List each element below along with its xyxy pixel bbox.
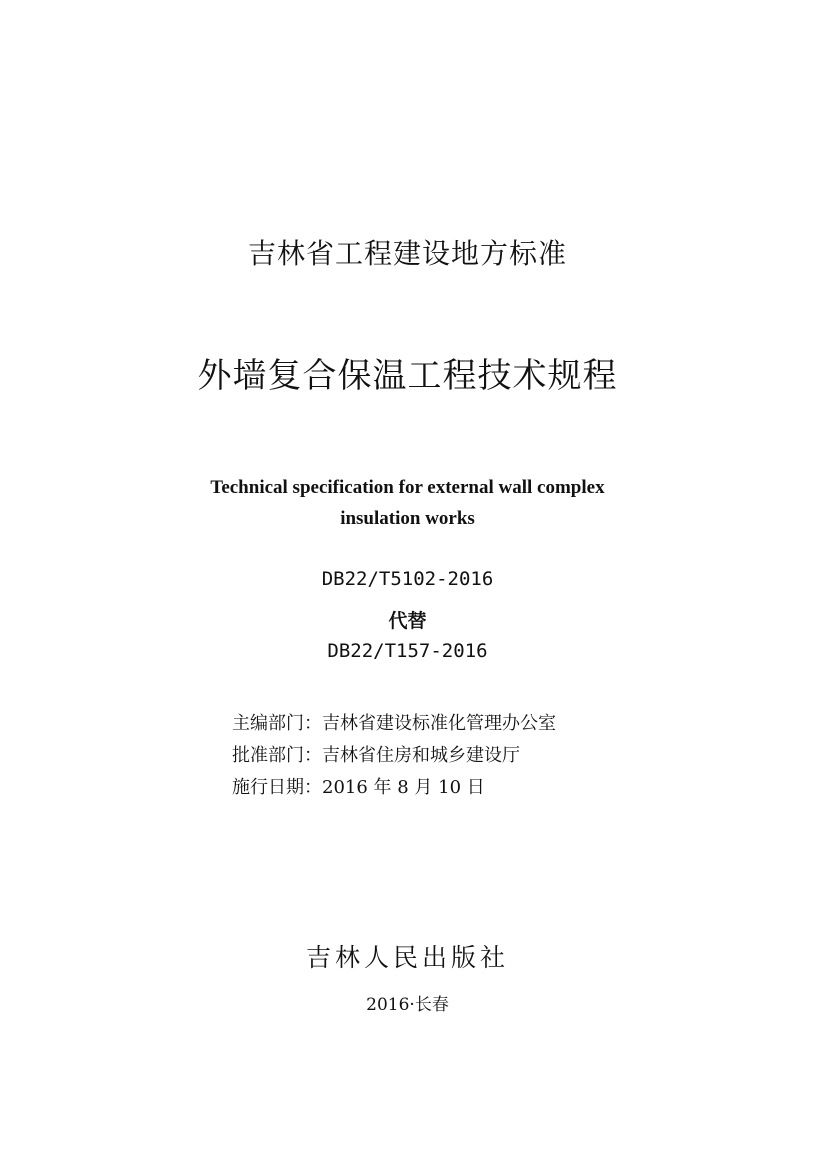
publication-info [232,708,556,804]
info-value: 吉林省住房和城乡建设厅 [322,745,520,766]
info-label: 主编部门： [232,713,322,734]
english-title-line-2: insulation works [340,508,475,529]
info-value: 2016 年 8 月 10 日 [322,777,485,798]
english-title-line-1: Technical specification for external wall complex [210,477,605,498]
english-title [0,472,815,534]
standard-code: DB22/T5102-2016 [321,568,494,590]
replaces-label: 代替 [388,610,427,632]
info-label: 批准部门： [232,745,322,766]
document-title: 外墙复合保温工程技术规程 [197,356,618,396]
info-row-effective-date [232,772,556,804]
info-row-approver [232,740,556,772]
series-title: 吉林省工程建设地方标准 [247,237,567,270]
imprint-year-city: 2016·长春 [366,995,449,1015]
info-label: 施行日期： [232,777,322,798]
replaced-standard-code: DB22/T157-2016 [327,640,488,662]
publisher-name: 吉林人民出版社 [305,943,509,972]
info-value: 吉林省建设标准化管理办公室 [322,713,556,734]
info-row-editor [232,708,556,740]
